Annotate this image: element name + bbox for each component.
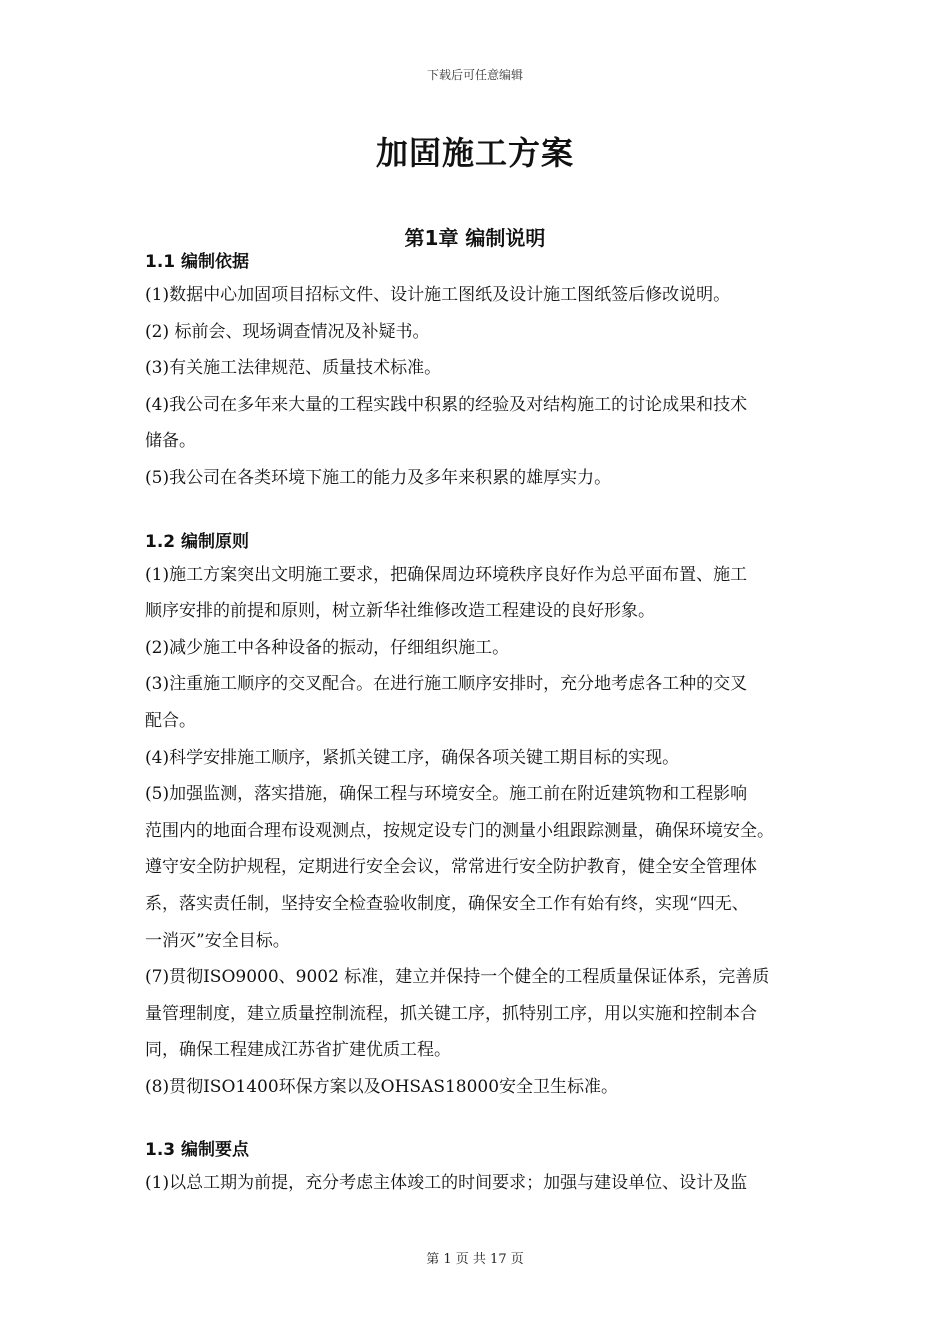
paragraph-line: 范围内的地面合理布设观测点，按规定设专门的测量小组跟踪测量，确保环境安全。 [145,820,774,841]
paragraph-line: (8)贯彻ISO1400环保方案以及OHSAS18000安全卫生标准。 [145,1076,619,1097]
paragraph-line: 遵守安全防护规程，定期进行安全会议，常常进行安全防护教育，健全安全管理体 [145,857,757,878]
paragraph-line: 顺序安排的前提和原则，树立新华社维修改造工程建设的良好形象。 [145,601,655,622]
chapter-heading: 第1章 编制说明 [404,226,546,250]
paragraph-line: (5)加强监测，落实措施，确保工程与环境安全。施工前在附近建筑物和工程影响 [145,784,748,805]
paragraph-line: (3)注重施工顺序的交叉配合。在进行施工顺序安排时，充分地考虑各工种的交叉 [145,674,748,695]
paragraph-line: (5)我公司在各类环境下施工的能力及多年来积累的雄厚实力。 [145,467,612,488]
paragraph-line: 同，确保工程建成江苏省扩建优质工程。 [145,1040,451,1061]
paragraph-line: 配合。 [145,710,196,731]
paragraph-line: (2) 标前会、现场调查情况及补疑书。 [145,321,430,342]
paragraph-line: 系，落实责任制，坚持安全检查验收制度，确保安全工作有始有终，实现“四无、 [145,893,749,914]
document-title: 加固施工方案 [375,134,574,172]
section-heading: 1.2 编制原则 [145,531,250,552]
paragraph-line: (1)以总工期为前提，充分考虑主体竣工的时间要求；加强与建设单位、设计及监 [145,1173,748,1194]
paragraph-line: (4)科学安排施工顺序，紧抓关键工序，确保各项关键工期目标的实现。 [145,747,680,768]
paragraph-line: (2)减少施工中各种设备的振动，仔细组织施工。 [145,637,510,658]
section-heading: 1.3 编制要点 [145,1140,250,1161]
section-heading: 1.1 编制依据 [145,252,250,272]
paragraph-line: (4)我公司在多年来大量的工程实践中积累的经验及对结构施工的讨论成果和技术 [145,394,748,415]
paragraph-line: (1)数据中心加固项目招标文件、设计施工图纸及设计施工图纸签后修改说明。 [145,285,731,305]
page-footer: 第 1 页 共 17 页 [426,1252,524,1267]
paragraph-line: 量管理制度，建立质量控制流程，抓关键工序，抓特别工序，用以实施和控制本合 [145,1003,757,1024]
paragraph-line: 一消灭”安全目标。 [145,930,290,951]
page-header: 下载后可任意编辑 [426,68,523,82]
paragraph-line: (1)施工方案突出文明施工要求，把确保周边环境秩序良好作为总平面布置、施工 [145,564,748,585]
document-body [145,247,865,1202]
paragraph-line: 储备。 [145,431,196,452]
paragraph-line: (7)贯彻ISO9000、9002 标准，建立并保持一个健全的工程质量保证体系，完善质 [145,967,770,988]
paragraph-line: (3)有关施工法律规范、质量技术标准。 [145,358,442,379]
